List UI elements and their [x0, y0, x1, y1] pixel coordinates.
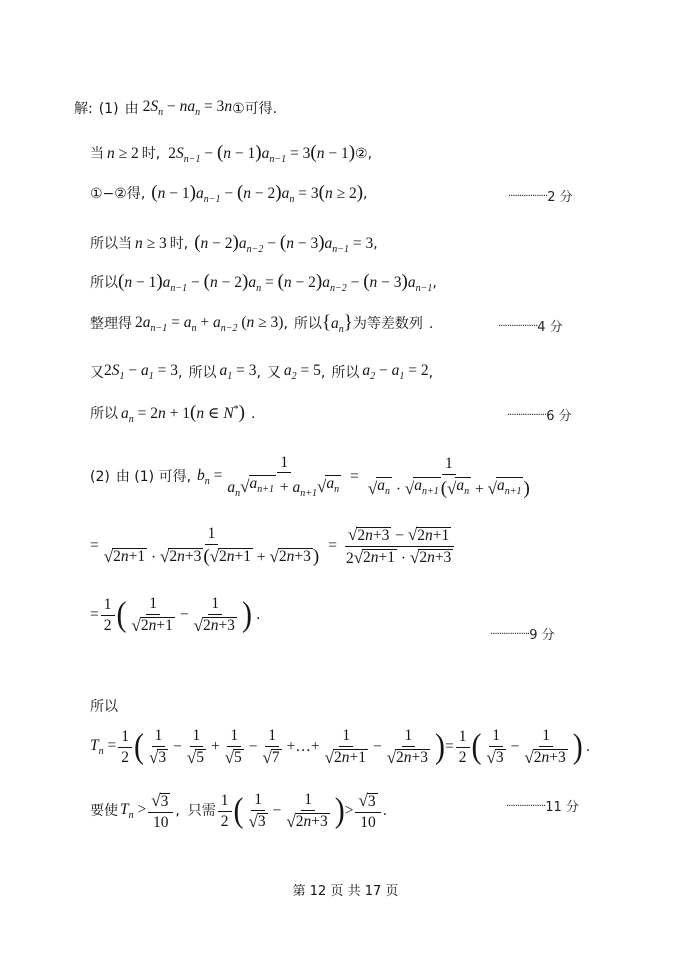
score-3: ··················6 分: [507, 409, 572, 424]
equation-5: $(n - 1)a_{n-1} - (n - 2)a_n = (n - 2)a_{n-2} - (n - 3)a_{n-1}$: [118, 271, 433, 294]
part2-line-4: 所以: [90, 699, 118, 715]
solution-line-2: 当 n ≥ 2 时 , $2S_{n-1} - (n - 1)a_{n-1} = 3(n - 1)$ ② ,: [90, 142, 373, 165]
equation-1: $2S_n - na_n = 3n$: [142, 98, 233, 118]
solution-line-8: 所以 $a_n = 2n + 1(n$ ∈ N*) .: [90, 402, 256, 425]
part2-line-1: (2) 由 (1) 可得, $b_n$ = 1 $a_n$ √ $a_{n+1}$ + $a_{n+1}$ √ $a_n$ = 1 √ $a_n$ · √ $a_{n+1}$ ( √ $a_n$ + √ $a_{n+1}$ ): [90, 452, 535, 502]
word-obtain: 可得: [244, 100, 273, 117]
solution-label: 解:: [74, 100, 93, 117]
score-5: ··················11 分: [506, 800, 579, 815]
solution-line-1: 解: (1) 由 $2S_n - na_n = 3n$ ① 可得 .: [74, 98, 278, 118]
word-is-arith: 为等差数列: [352, 316, 423, 332]
score-1: ··················2 分: [508, 190, 573, 205]
solution-line-3: ①−② 得 , $(n - 1)a_{n-1} - (n - 2)a_n = 3(n \ge 2)$ ,: [90, 182, 368, 205]
part2-line-6: 要使 $T_n$ > √ 3 10 , 只需 $\frac{1}{2}$ ( 1 √ 3 − 1 √ 2n+3 ) > √ 3 10 .: [90, 791, 388, 831]
solution-line-7: 又 $2S_1 - a_1 = 3$ , 所以 $a_1 = 3$ , 又 $a_2 = 5$ , 所以 $a_2 - a_1 = 2$ ,: [90, 362, 434, 382]
part2-line-3: = $\frac{1}{2}$ ( 1 √ 2n+1 − 1 √ 2n+3 ) .: [90, 595, 261, 635]
circled-one: ①: [232, 100, 245, 117]
equation-3: $(n - 1)a_{n-1} - (n - 2)a_n = 3(n \ge 2)$: [151, 182, 364, 205]
part1-label: (1): [98, 100, 119, 117]
word-also: 又: [90, 364, 104, 381]
fraction-bn-4: √ 2n+3 − √ 2n+1 2 √ 2n+1 · √ 2n+3: [343, 526, 456, 566]
solution-line-6: 整理得 $2a_{n-1} = a_n + a_{n-2}$ (n ≥ 3) , 所以 $\{a_n\}$ 为等差数列 .: [90, 312, 434, 335]
score-4: ··················9 分: [490, 628, 555, 643]
word-when: 当: [90, 146, 104, 162]
word-need: 要使: [90, 803, 118, 819]
word-get: 得: [126, 186, 141, 202]
word-only-need: 只需: [187, 803, 216, 819]
equation-general-term: $a_n = 2n + 1(n$ ∈ N*): [121, 402, 245, 425]
part2-line-5: $T_n$ = $\frac{1}{2}$ ( 1 √ 3 − 1 √ 5 + 1 √ 5 − 1 √ 7 +…+ 1 √ 2n+1 − 1 √ 2n+3 ) = $\frac{1}{2}$ ( 1 √ 3 − 1 √ 2n+3 ) .: [90, 727, 591, 767]
fraction-bn-1: 1 $a_n$ √ $a_{n+1}$ + $a_{n+1}$ √ $a_n$: [227, 453, 340, 500]
word-by: 由: [124, 100, 139, 117]
word-sort-get: 整理得: [90, 316, 132, 332]
word-time: 时: [141, 146, 156, 162]
part2-line-2: = 1 √ 2n+1 · √ 2n+3 ( √ 2n+1 + √ 2n+3 ) = √ 2n+3 − √ 2n+1 2 √ 2n+1 · √ 2n+3: [90, 520, 458, 572]
equation-6: $2a_{n-1} = a_n + a_{n-2}$ (n ≥ 3): [135, 313, 284, 334]
fraction-bn-3: 1 √ 2n+1 · √ 2n+3 ( √ 2n+1 + √ 2n+3 ): [103, 525, 320, 567]
equation-4: $(n - 2)a_{n-2} - (n - 3)a_{n-1} = 3$: [194, 232, 374, 255]
equation-2: $2S_{n-1} - (n - 1)a_{n-1} = 3(n - 1)$: [168, 142, 356, 165]
score-2: ··················4 分: [498, 320, 563, 335]
circled-two: ②: [355, 146, 368, 162]
part2-label: (2): [90, 469, 110, 485]
page-footer: 第 12 页 共 17 页: [292, 884, 399, 899]
solution-line-4: 所以 当 n ≥ 3 时 , $(n - 2)a_{n-2} - (n - 3)a_{n-1} = 3$ ,: [90, 232, 378, 255]
solution-line-5: 所以 $(n - 1)a_{n-1} - (n - 2)a_n = (n - 2)a_{n-2} - (n - 3)a_{n-1}$ ,: [90, 271, 437, 294]
fraction-bn-2: 1 √ $a_n$ · √ $a_{n+1}$ ( √ $a_n$ + √ $a_{n+1}$ ): [367, 455, 530, 499]
word-so: 所以: [90, 236, 118, 252]
